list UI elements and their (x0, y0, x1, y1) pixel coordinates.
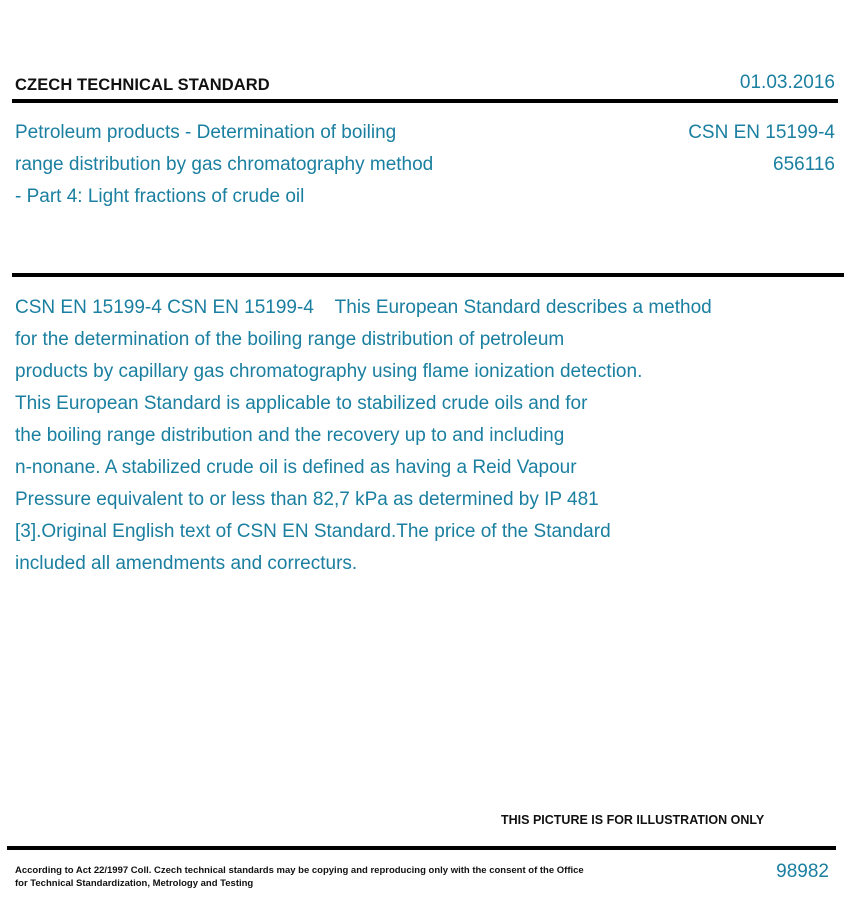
description-line: This European Standard is applicable to stabilized crude oils and for (15, 393, 588, 414)
title-line: range distribution by gas chromatography method (15, 154, 434, 175)
top-divider (12, 99, 838, 103)
bottom-divider (7, 846, 836, 850)
legal-line: According to Act 22/1997 Coll. Czech technical standards may be copying and reproducing only with the consent of the Office (15, 865, 584, 876)
title-line: - Part 4: Light fractions of crude oil (15, 186, 305, 207)
description-line: products by capillary gas chromatography using flame ionization detection. (15, 361, 643, 382)
description-line: [3].Original English text of CSN EN Standard.The price of the Standard (15, 521, 611, 542)
description-line: n-nonane. A stabilized crude oil is defined as having a Reid Vapour (15, 457, 577, 478)
description-line: Pressure equivalent to or less than 82,7 kPa as determined by IP 481 (15, 489, 599, 510)
description-line: CSN EN 15199-4 CSN EN 15199-4 This European Standard describes a method (15, 297, 712, 318)
publication-date: 01.03.2016 (739, 72, 835, 93)
legal-line: for Technical Standardization, Metrology and Testing (15, 878, 254, 889)
standard-number: CSN EN 15199-4 (688, 122, 835, 143)
standard-description (15, 292, 835, 580)
catalog-number: 98982 (776, 861, 829, 882)
title-line: Petroleum products - Determination of boiling (15, 122, 397, 143)
description-line: for the determination of the boiling range distribution of petroleum (15, 329, 565, 350)
document-heading: CZECH TECHNICAL STANDARD (15, 76, 270, 94)
illustration-notice: THIS PICTURE IS FOR ILLUSTRATION ONLY (501, 813, 765, 827)
standard-codes (688, 117, 835, 181)
standard-title (15, 117, 535, 213)
description-line: included all amendments and correcturs. (15, 553, 358, 574)
middle-divider (12, 273, 844, 277)
legal-notice (15, 864, 584, 890)
description-line: the boiling range distribution and the recovery up to and including (15, 425, 565, 446)
classification-code: 656116 (773, 154, 835, 175)
